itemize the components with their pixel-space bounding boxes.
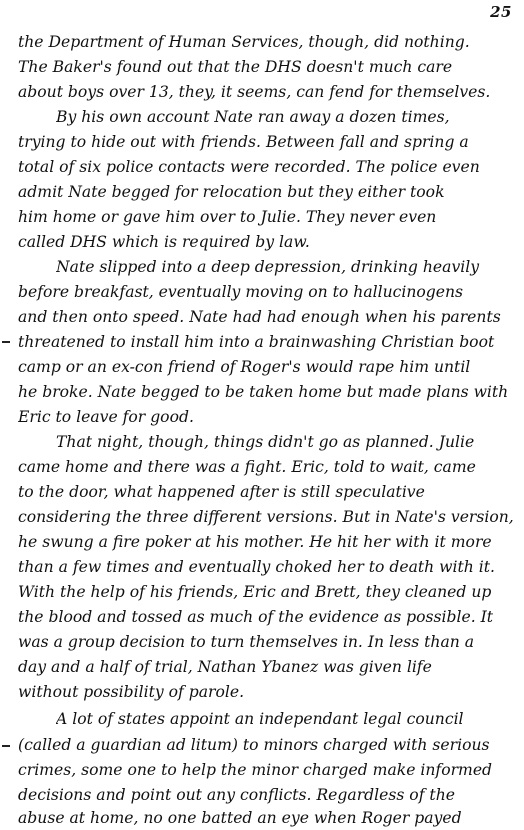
margin-mark [2, 341, 10, 343]
text-line: the Department of Human Services, though, did nothing. [18, 33, 470, 51]
text-line: without possibility of parole. [18, 683, 245, 701]
text-line: about boys over 13, they, it seems, can fend for themselves. [18, 83, 491, 101]
text-line: he swung a fire poker at his mother. He hit her with it more [18, 533, 492, 551]
text-line: With the help of his friends, Eric and Brett, they cleaned up [18, 583, 492, 601]
margin-mark [2, 745, 10, 747]
text-line: was a group decision to turn themselves in. In less than a [18, 633, 475, 651]
text-line: he broke. Nate begged to be taken home but made plans with [18, 383, 509, 401]
page-number: 25 [490, 3, 512, 21]
text-line: (called a guardian ad litum) to minors charged with serious [18, 736, 490, 754]
text-line: Eric to leave for good. [18, 408, 194, 426]
text-line: crimes, some one to help the minor charged make informed [18, 761, 493, 779]
text-line: admit Nate begged for relocation but they either took [18, 183, 445, 201]
text-line: him home or gave him over to Julie. They never even [18, 208, 437, 226]
text-line: called DHS which is required by law. [18, 233, 310, 251]
text-line: A lot of states appoint an independant legal council [56, 710, 464, 728]
text-line: considering the three different versions. But in Nate's version, [18, 508, 514, 526]
text-line: total of six police contacts were recorded. The police even [18, 158, 480, 176]
text-line: and then onto speed. Nate had had enough when his parents [18, 308, 501, 326]
text-line: By his own account Nate ran away a dozen times, [56, 108, 450, 126]
text-line: day and a half of trial, Nathan Ybanez was given life [18, 658, 432, 676]
text-line: decisions and point out any conflicts. Regardless of the [18, 786, 455, 804]
text-line: to the door, what happened after is still speculative [18, 483, 425, 501]
text-line: trying to hide out with friends. Between fall and spring a [18, 133, 469, 151]
text-line: Nate slipped into a deep depression, drinking heavily [56, 258, 480, 276]
text-line: came home and there was a fight. Eric, told to wait, came [18, 458, 476, 476]
text-line: the blood and tossed as much of the evidence as possible. It [18, 608, 494, 626]
text-line: abuse at home, no one batted an eye when Roger payed [18, 809, 462, 827]
text-line: camp or an ex-con friend of Roger's would rape him until [18, 358, 471, 376]
text-line: before breakfast, eventually moving on to hallucinogens [18, 283, 464, 301]
text-line: The Baker's found out that the DHS doesn't much care [18, 58, 453, 76]
text-line: than a few times and eventually choked her to death with it. [18, 558, 495, 576]
text-line: That night, though, things didn't go as planned. Julie [56, 433, 475, 451]
text-line: threatened to install him into a brainwashing Christian boot [18, 333, 495, 351]
